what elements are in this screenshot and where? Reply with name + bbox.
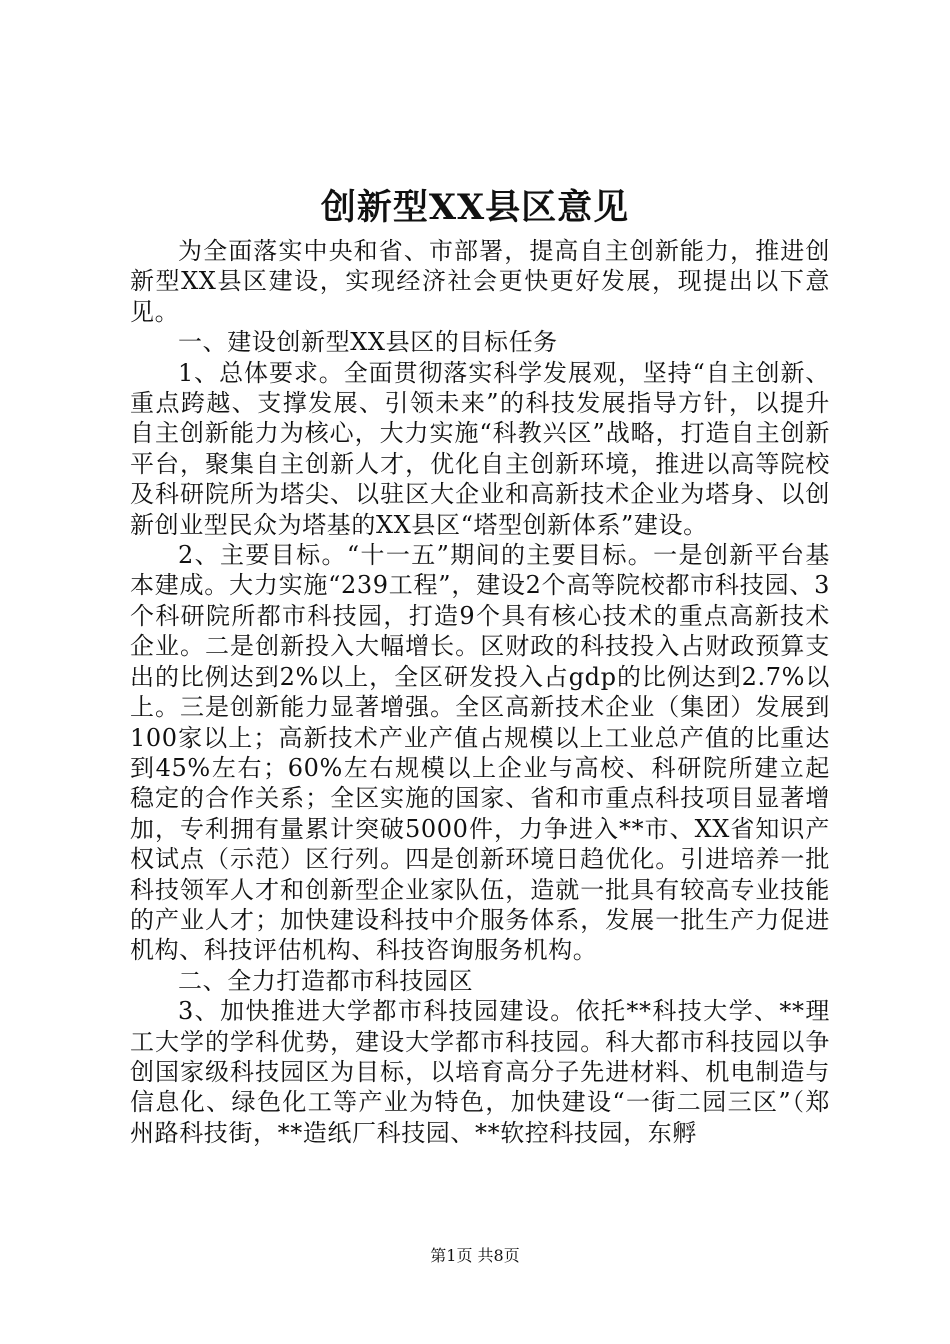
paragraph-overall-requirements: 1、总体要求。全面贯彻落实科学发展观，坚持“自主创新、重点跨越、支撑发展、引领未来”的科技发展指导方针，以提升自主创新能力为核心，大力实施“科教兴区”战略，打造自主创新平台，聚集自主创新人才，优化自主创新环境，推进以高等院校及科研院所为塔尖、以驻区大企业和高新技术企业为塔身、以创新创业型民众为塔基的XX县区“塔型创新体系”建设。: [130, 358, 830, 539]
paragraph-university-science-park: 3、加快推进大学都市科技园建设。依托**科技大学、**理工大学的学科优势，建设大学都市科技园。科大都市科技园以争创国家级科技园区为目标，以培育高分子先进材料、机电制造与信息化、绿色化工等产业为特色，加快建设“一街二园三区”（郑州路科技街，**造纸厂科技园、**软控科技园，东孵: [130, 997, 830, 1147]
section-heading-1: 一、建设创新型XX县区的目标任务: [178, 328, 558, 357]
intro-paragraph: 为全面落实中央和省、市部署，提高自主创新能力，推进创新型XX县区建设，实现经济社会更快更好发展，现提出以下意见。: [130, 237, 830, 326]
page-number-footer: 第1页 共8页: [430, 1246, 520, 1265]
document-title: 创新型XX县区意见: [320, 187, 630, 228]
paragraph-main-goals: 2、主要目标。“十一五”期间的主要目标。一是创新平台基本建成。大力实施“239工程”，建设2个高等院校都市科技园、3个科研院所都市科技园，打造9个具有核心技术的重点高新技术企业。二是创新投入大幅增长。区财政的科技投入占财政预算支出的比例达到2%以上，全区研发投入占gdp的比例达到2.7%以上。三是创新能力显著增强。全区高新技术企业（集团）发展到100家以上；高新技术产业产值占规模以上工业总产值的比重达到45%左右；60%左右规模以上企业与高校、科研院所建立起稳定的合作关系；全区实施的国家、省和市重点科技项目显著增加，专利拥有量累计突破5000件，力争进入**市、XX省知识产权试点（示范）区行列。四是创新环境日趋优化。引进培养一批科技领军人才和创新型企业家队伍，造就一批具有较高专业技能的产业人才；加快建设科技中介服务体系，发展一批生产力促进机构、科技评估机构、科技咨询服务机构。: [130, 541, 830, 965]
document-body: [130, 236, 830, 1148]
section-heading-2: 二、全力打造都市科技园区: [178, 966, 474, 995]
